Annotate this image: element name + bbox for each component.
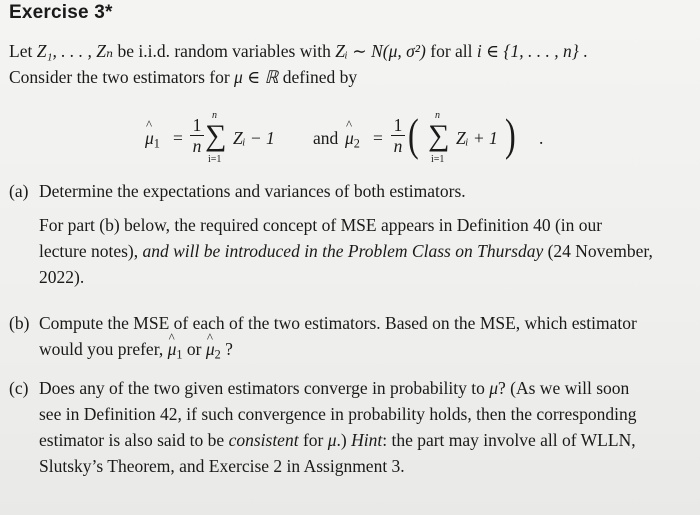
intro-line-2 xyxy=(9,67,357,87)
note-text: (24 November, xyxy=(543,241,653,261)
sum-upper-limit: n xyxy=(435,110,440,121)
sum-symbol: ∑ xyxy=(428,119,450,152)
part-a-note-line xyxy=(39,238,689,264)
math-parameter: μ ∈ ℝ xyxy=(234,67,279,87)
question-text: estimator is also said to be xyxy=(39,430,229,450)
part-b-question-line: Compute the MSE of each of the two estimators. Based on the MSE, which estimator xyxy=(39,313,637,333)
question-text: .) xyxy=(336,430,352,450)
part-a-label: (a) xyxy=(9,181,29,201)
intro-text: defined by xyxy=(278,67,358,87)
estimator-2-symbol xyxy=(345,128,360,152)
math-index-set: i ∈ {1, . . . , n} xyxy=(476,41,579,61)
subscript: 1 xyxy=(176,347,183,362)
note-text: lecture notes), xyxy=(39,241,143,261)
part-c-question-line: Slutsky’s Theorem, and Exercise 2 in Assignment 3. xyxy=(39,456,405,476)
estimator-equation xyxy=(145,108,565,170)
mu-hat: ^ μ xyxy=(145,128,154,149)
intro-text: be i.i.d. random variables with xyxy=(113,41,336,61)
part-a-body xyxy=(39,178,689,290)
fraction-1-over-n xyxy=(391,116,405,155)
question-text: ? xyxy=(220,339,233,359)
subscript: 2 xyxy=(214,347,221,362)
subscript: 2 xyxy=(353,136,360,151)
part-b-body xyxy=(39,310,689,368)
question-text: : the part may involve all of WLLN, xyxy=(382,430,636,450)
math-variables: Z₁, . . . , Zₙ xyxy=(36,41,114,61)
mu-hat: ^ μ xyxy=(345,128,354,149)
mu-hat: ^ μ xyxy=(168,336,177,362)
intro-line-1 xyxy=(9,41,587,61)
sum-lower-limit: i=1 xyxy=(431,154,445,165)
part-c-question-line xyxy=(39,375,689,401)
math-mu: μ xyxy=(489,378,499,398)
right-paren: ) xyxy=(505,109,516,160)
part-c-question-line xyxy=(39,427,689,453)
equals-sign: = xyxy=(173,128,183,148)
question-text: for xyxy=(298,430,328,450)
intro-text: for all xyxy=(425,41,477,61)
question-text: would you prefer, xyxy=(39,339,168,359)
and-word: and xyxy=(313,128,339,148)
sum-term-2: Zᵢ + 1 xyxy=(456,128,498,148)
part-c-label: (c) xyxy=(9,378,29,398)
sum-term-1: Zᵢ − 1 xyxy=(233,128,275,148)
subscript: 1 xyxy=(153,136,160,151)
part-b-label: (b) xyxy=(9,313,30,333)
sum-lower-limit: i=1 xyxy=(208,154,222,165)
question-text: or xyxy=(182,339,206,359)
intro-text: . xyxy=(578,41,588,61)
math-mu: μ xyxy=(327,430,337,450)
left-paren: ( xyxy=(408,109,419,160)
sum-upper-limit: n xyxy=(212,110,217,121)
part-a-question: Determine the expectations and variances of both estimators. xyxy=(39,181,466,201)
estimator-1-symbol xyxy=(145,128,160,152)
note-italic-text: and will be introduced in the Problem Class on Thursday xyxy=(142,241,544,261)
equation-period: . xyxy=(539,128,544,148)
fraction-1-over-n xyxy=(190,116,204,155)
part-a-note-line: For part (b) below, the required concept of MSE appears in Definition 40 (in our xyxy=(39,215,603,235)
part-b-question-line xyxy=(39,336,689,368)
question-text: Does any of the two given estimators converge in probability to xyxy=(39,378,490,398)
part-a-note-line: 2022). xyxy=(39,267,85,287)
denominator: n xyxy=(393,136,403,156)
italic-term: consistent xyxy=(228,430,299,450)
sum-symbol: ∑ xyxy=(205,119,227,152)
part-c-question-line: see in Definition 42, if such convergence in probability holds, then the corresponding xyxy=(39,404,637,424)
math-distribution: Zᵢ ∼ N(μ, σ²) xyxy=(335,41,426,61)
mu-hat: ^ μ xyxy=(206,336,215,362)
intro-text: Let xyxy=(9,41,37,61)
intro-paragraph xyxy=(9,38,689,90)
part-c-body xyxy=(39,375,689,479)
denominator: n xyxy=(192,136,202,156)
exercise-title: Exercise 3* xyxy=(9,2,113,23)
intro-text: Consider the two estimators for xyxy=(9,67,235,87)
hint-label: Hint xyxy=(351,430,383,450)
question-text: ? (As we will soon xyxy=(498,378,630,398)
numerator: 1 xyxy=(192,115,202,135)
numerator: 1 xyxy=(393,115,403,135)
equals-sign: = xyxy=(373,128,383,148)
